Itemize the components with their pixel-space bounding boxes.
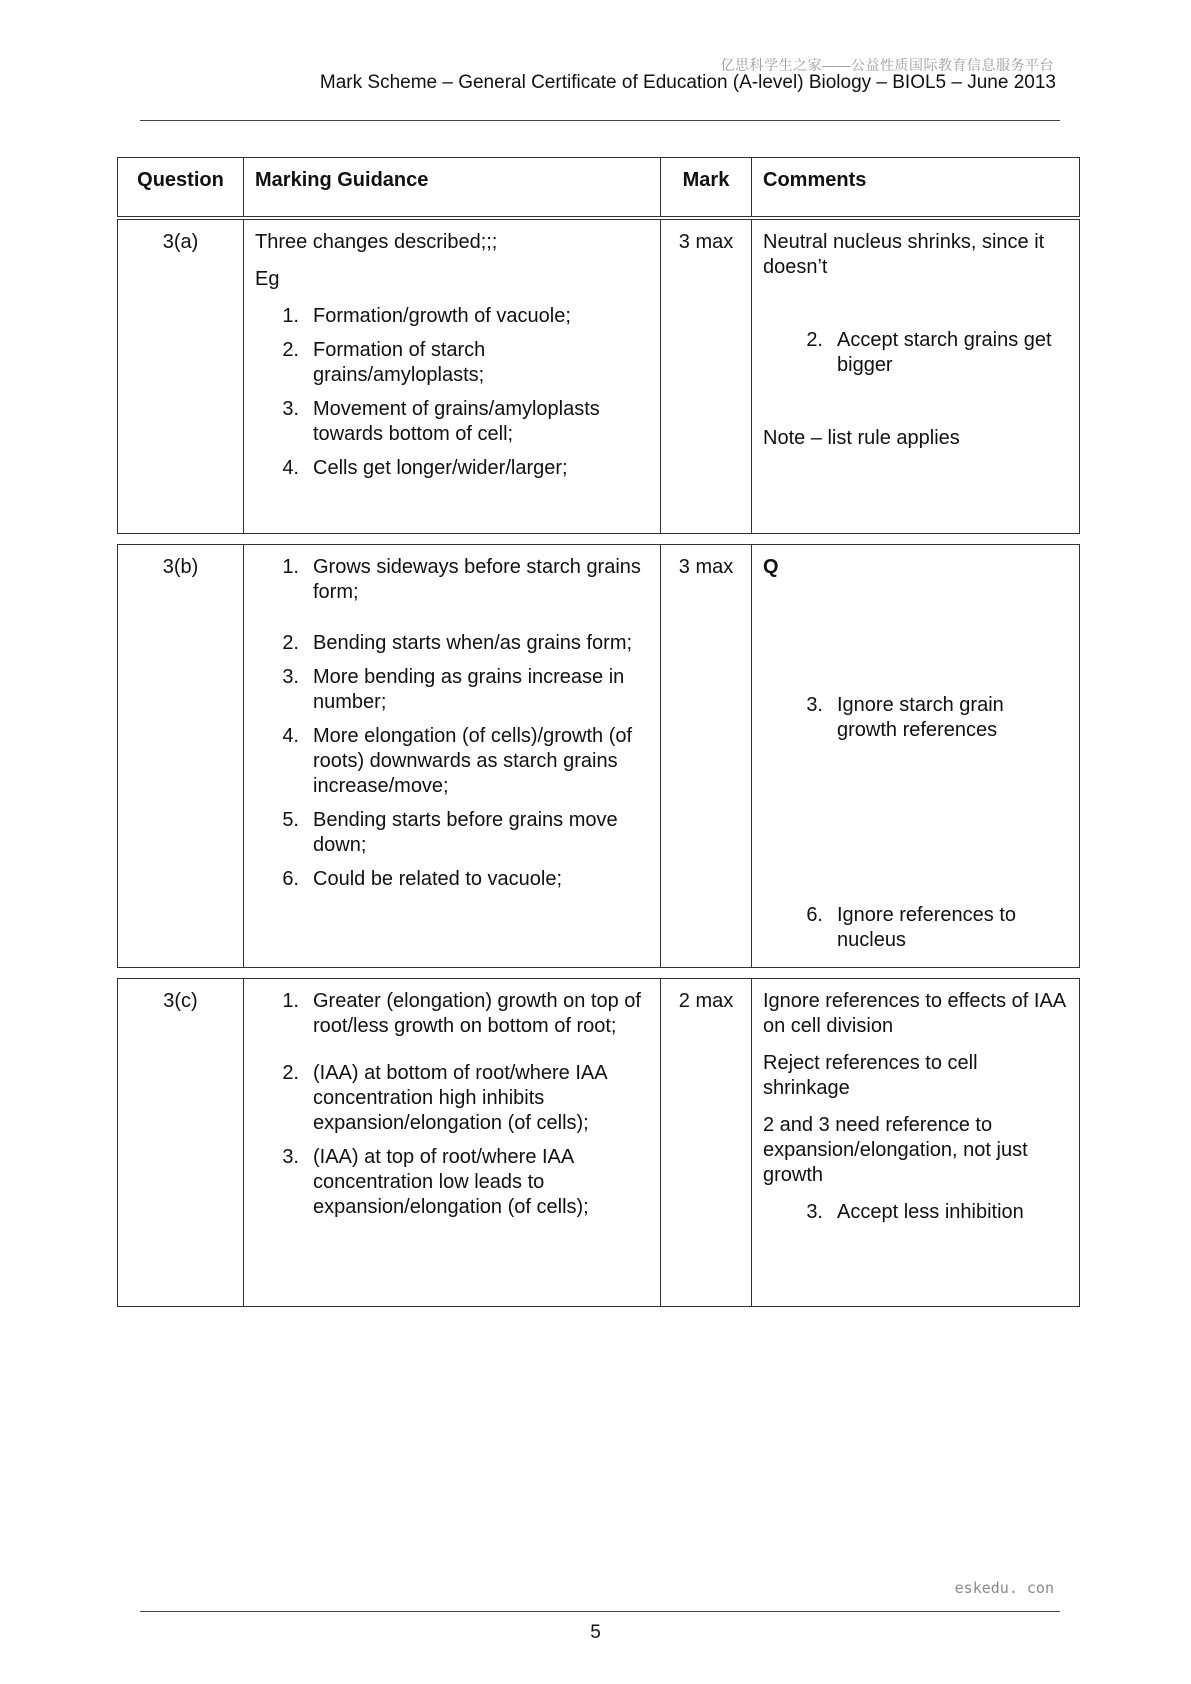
- guidance-intro: Three changes described;;;: [255, 231, 498, 253]
- column-header-table: [117, 157, 1080, 217]
- guidance-item: 2. Bending starts when/as grains form;: [282, 632, 633, 654]
- comments-column-header: Comments: [752, 158, 1080, 217]
- mark-value: 3 max: [661, 220, 752, 534]
- comment-quality-marker: Q: [763, 556, 779, 578]
- guidance-item: 2. (IAA) at bottom of root/where IAA concentration high inhibits expansion/elongation (of cells);: [282, 1062, 607, 1134]
- marking-guidance: [244, 220, 661, 534]
- guidance-item: 1. Grows sideways before starch grains form;: [282, 556, 641, 603]
- question-3c-row: [118, 979, 1080, 1307]
- question-number: 3(c): [118, 979, 244, 1307]
- comments-cell: [752, 220, 1080, 534]
- comment-text: Note – list rule applies: [763, 427, 960, 449]
- guidance-item: 3. More bending as grains increase in number;: [282, 666, 625, 713]
- column-header-row: [118, 158, 1080, 217]
- guidance-item: 6. Could be related to vacuole;: [282, 868, 563, 890]
- comment-item: 2. Accept starch grains get bigger: [806, 329, 1052, 376]
- comment-item: 3. Ignore starch grain growth references: [806, 694, 1004, 741]
- mark-column-header: Mark: [661, 158, 752, 217]
- comment-item: 3. Accept less inhibition: [806, 1201, 1024, 1223]
- header-rule: [140, 120, 1060, 121]
- guidance-item: 3. (IAA) at top of root/where IAA concentration low leads to expansion/elongation (of cells);: [282, 1146, 589, 1218]
- marking-guidance: [244, 979, 661, 1307]
- guidance-item: 3. Movement of grains/amyloplasts towards bottom of cell;: [282, 398, 600, 445]
- page-number: 5: [590, 1622, 601, 1643]
- comment-text: Reject references to cell shrinkage: [763, 1052, 978, 1099]
- comment-item: 6. Ignore references to nucleus: [806, 904, 1016, 951]
- guidance-item: 4. More elongation (of cells)/growth (of roots) downwards as starch grains increase/move;: [282, 725, 633, 797]
- question-3b-table: [117, 544, 1080, 968]
- comment-text: Ignore references to effects of IAA on cell division: [763, 990, 1066, 1037]
- question-number: 3(a): [118, 220, 244, 534]
- guidance-item: 1. Greater (elongation) growth on top of root/less growth on bottom of root;: [282, 990, 641, 1037]
- guidance-item: 5. Bending starts before grains move down;: [282, 809, 618, 856]
- marking-guidance: [244, 545, 661, 968]
- question-3a-table: [117, 219, 1080, 534]
- footer-rule: [140, 1611, 1060, 1612]
- question-3b-row: [118, 545, 1080, 968]
- page-header-title: Mark Scheme – General Certificate of Education (A-level) Biology – BIOL5 – June 2013: [319, 72, 1056, 93]
- question-3a-row: [118, 220, 1080, 534]
- guidance-item: 4. Cells get longer/wider/larger;: [282, 457, 568, 479]
- mark-value: 2 max: [661, 979, 752, 1307]
- guidance-item: 1. Formation/growth of vacuole;: [282, 305, 571, 327]
- question-number: 3(b): [118, 545, 244, 968]
- footer-watermark: eskedu. con: [954, 1579, 1054, 1597]
- header-watermark: 亿思科学生之家——公益性质国际教育信息服务平台: [720, 57, 1054, 73]
- guidance-column-header: Marking Guidance: [244, 158, 661, 217]
- comments-cell: [752, 545, 1080, 968]
- mark-value: 3 max: [661, 545, 752, 968]
- comment-text: Neutral nucleus shrinks, since it doesn’t: [763, 231, 1045, 278]
- comment-text: 2 and 3 need reference to expansion/elongation, not just growth: [763, 1114, 1028, 1186]
- comments-cell: [752, 979, 1080, 1307]
- question-column-header: Question: [118, 158, 244, 217]
- guidance-eg: Eg: [255, 268, 280, 290]
- guidance-item: 2. Formation of starch grains/amyloplasts;: [282, 339, 486, 386]
- question-3c-table: [117, 978, 1080, 1307]
